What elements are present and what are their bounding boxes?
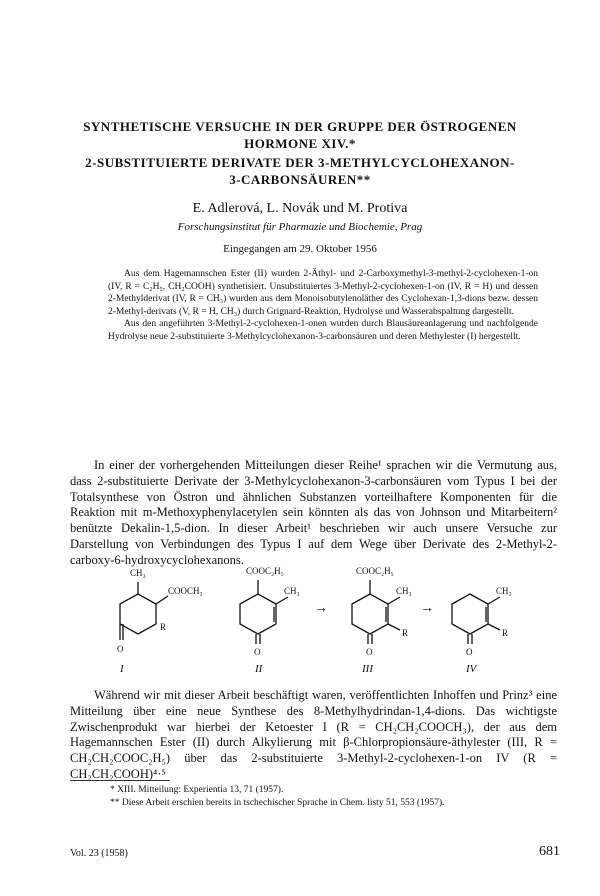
structure-III-r: R <box>402 628 409 638</box>
structure-I-cooch3: COOCH₃ <box>168 586 203 596</box>
structure-III-o: O <box>366 647 373 657</box>
abstract-paragraph-1: Aus dem Hagemannschen Ester (II) wurden 2-Äthyl- und 2-Carboxymethyl-3-methyl-2-cyclohexen-1-on (IV, R = C₂H₅, CH₂COOH) synthetisiert. Unsubstituiertes 3-Methyl-2-cyclohexen-1-on (IV, R = H) und dessen 2-Methylderivat (IV, R = CH₃) wurden aus dem Monoisobutylenoläther des Cyclohexan-1,3-dions bezw. dessen 2-Methyl-derivats (V, R = H, CH₃) durch Grignard-Reaktion, Hydrolyse und Wasserabspaltung dargestellt. <box>108 269 538 317</box>
reaction-scheme <box>90 562 530 680</box>
article-title <box>40 118 560 188</box>
footnotes <box>110 784 560 809</box>
abstract-paragraph-2: Aus den angeführten 3-Methyl-2-cyclohexen-1-onen wurden durch Blausäureanlagerung und nachfolgende Hydrolyse neue 2-substituierte 3-Methylcyclohexanon-3-carbonsäuren und deren Methylester (I) hergestellt. <box>108 319 538 342</box>
structure-II-ch3: CH₃ <box>284 586 300 596</box>
page-number: 681 <box>539 844 560 859</box>
structure-IV-o: O <box>466 647 473 657</box>
title-line-3: 2-SUBSTITUIERTE DERIVATE DER 3-METHYLCYCLOHEXANON- <box>85 155 515 170</box>
body-paragraph-1: In einer der vorhergehenden Mitteilungen dieser Reihe¹ sprachen wir die Vermutung aus, dass 2-substituierte Derivate der 3-Methylcyclohexanon-3-carbonsäuren vom Typus I bei der Totalsynthese von Östron und ähnlichen Substanzen vorteilhaftere Komponenten für die Reaktion mit m-Methoxyphenylacetylen sein könnten als das von Johnson und Mitarbeitern² benützte Dekalin-1,5-dion. In dieser Arbeit¹ beschrieben wir auch unsere Versuche zur Darstellung von Verbindungen des Typus I auf dem Wege über Derivate des 2-Methyl-2-carboxy-6-hydroxycyclohexanons. <box>70 458 557 567</box>
affiliation: Forschungsinstitut für Pharmazie und Biochemie, Prag <box>177 221 423 233</box>
title-line-1: SYNTHETISCHE VERSUCHE IN DER GRUPPE DER ÖSTROGENEN <box>83 119 517 134</box>
authors: E. Adlerová, L. Novák und M. Protiva <box>192 201 408 216</box>
footnote-1: * XIII. Mitteilung: Experientia 13, 71 (1957). <box>110 785 284 795</box>
structure-I-ch3: CH₃ <box>130 568 146 578</box>
footnote-2: ** Diese Arbeit erschien bereits in tschechischer Sprache in Chem. listy 51, 553 (1957). <box>110 797 445 808</box>
structure-III-ch3: CH₃ <box>396 586 412 596</box>
structure-II-cooc2h5: COOC₂H₅ <box>246 566 284 576</box>
title-line-4: 3-CARBONSÄUREN** <box>229 172 371 187</box>
structure-I-r: R <box>160 622 167 632</box>
structure-III-label: III <box>362 663 373 675</box>
structure-I-label: I <box>120 663 124 675</box>
abstract <box>108 268 538 344</box>
title-line-2: HORMONE XIV.* <box>244 136 356 151</box>
structure-IV <box>452 594 500 644</box>
reaction-scheme-svg <box>90 562 530 680</box>
reaction-arrow-1: → <box>314 601 328 616</box>
body-paragraph-2: Während wir mit dieser Arbeit beschäftigt waren, veröffentlichten Inhoffen und Prinz³ eine Mitteilung über eine neue Synthese des 8-Methylhydrindan-1,4-dions. Das wichtigste Zwischenprodukt war hierbei der Ketoester I (R = CH₂CH₂COOCH₃), der aus dem Hagemannschen Ester (II) durch Alkylierung mit β-Chlorpropionsäure-äthylester (III, R = CH₂CH₂COOC₂H₅) über das 2-substituierte 3-Methyl-2-cyclohexen-1-on IV (R = CH₂CH₂COOH)⁴·⁵ <box>70 688 557 781</box>
structure-II-label: II <box>255 663 263 675</box>
structure-III-cooc2h5: COOC₂H₅ <box>356 566 394 576</box>
received-date: Eingegangen am 29. Oktober 1956 <box>223 243 377 255</box>
structure-IV-r: R <box>502 628 509 638</box>
structure-III <box>352 580 400 644</box>
reaction-arrow-2: → <box>420 601 434 616</box>
structure-IV-label: IV <box>466 663 477 675</box>
footnote-divider <box>70 780 170 781</box>
structure-II-o: O <box>254 647 261 657</box>
body-section-2 <box>70 688 557 783</box>
structure-I-o: O <box>117 644 124 654</box>
structure-IV-ch3: CH₃ <box>496 586 512 596</box>
body-section-1 <box>70 458 557 569</box>
structure-II <box>240 580 288 644</box>
journal-volume: Vol. 23 (1958) <box>70 848 128 859</box>
